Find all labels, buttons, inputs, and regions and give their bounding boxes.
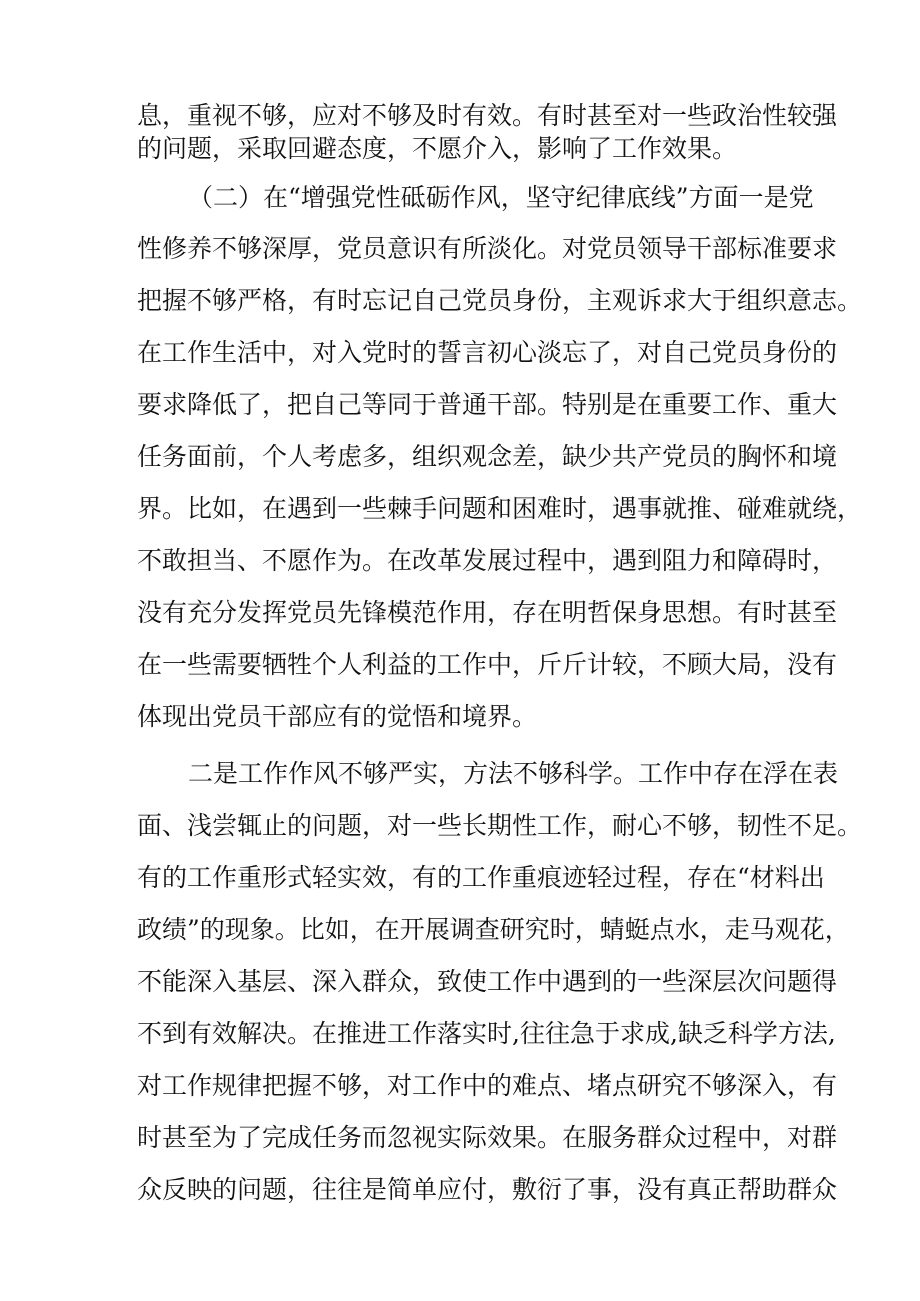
text-line: 对工作规律把握不够，对工作中的难点、堵点研究不够深入，有 [137,1071,838,1100]
text-line: 没有充分发挥党员先锋模范作用，存在明哲保身思想。有时甚至 [137,598,838,627]
text-line: 不敢担当、不愿作为。在改革发展过程中，遇到阻力和障碍时， [137,546,838,575]
text-line: 任务面前，个人考虑多，组织观念差，缺少共产党员的胸怀和境 [137,442,838,471]
text-line: 不能深入基层、深入群众，致使工作中遇到的一些深层次问题得 [137,967,838,996]
text-line: 在一些需要牺牲个人利益的工作中，斤斤计较，不顾大局，没有 [137,650,838,679]
text-line: 面、浅尝辄止的问题，对一些长期性工作，耐心不够，韧性不足。 [137,811,863,840]
text-line: 在工作生活中，对入党时的誓言初心淡忘了，对自己党员身份的 [137,338,838,367]
text-line: 众反映的问题，往往是简单应付，敷衍了事，没有真正帮助群众 [137,1175,838,1204]
text-line: 时甚至为了完成任务而忽视实际效果。在服务群众过程中，对群 [137,1123,838,1152]
text-line: 不到有效解决。在推进工作落实时,往往急于求成,缺乏科学方法, [137,1019,836,1048]
text-line: 要求降低了，把自己等同于普通干部。特别是在重要工作、重大 [137,390,838,419]
text-line: 性修养不够深厚，党员意识有所淡化。对党员领导干部标准要求 [137,234,838,263]
text-line: 界。比如，在遇到一些棘手问题和困难时，遇事就推、碰难就绕， [137,494,863,523]
text-line: 把握不够严格，有时忘记自己党员身份，主观诉求大于组织意志。 [137,286,863,315]
paragraph-start-line: （二）在“增强党性砥砺作风，坚守纪律底线”方面一是党 [188,183,814,212]
paragraph-start-line: 二是工作作风不够严实，方法不够科学。工作中存在浮在表 [188,759,839,788]
text-line: 有的工作重形式轻实效，有的工作重痕迹轻过程，存在“材料出 [137,863,825,892]
text-line: 息，重视不够，应对不够及时有效。有时甚至对一些政治性较强 [137,101,838,130]
text-line: 体现出党员干部应有的觉悟和境界。 [137,702,538,731]
text-line: 政绩”的现象。比如，在开展调查研究时，蜻蜓点水，走马观花， [137,915,850,944]
text-line: 的问题，采取回避态度，不愿介入，影响了工作效果。 [137,134,738,163]
